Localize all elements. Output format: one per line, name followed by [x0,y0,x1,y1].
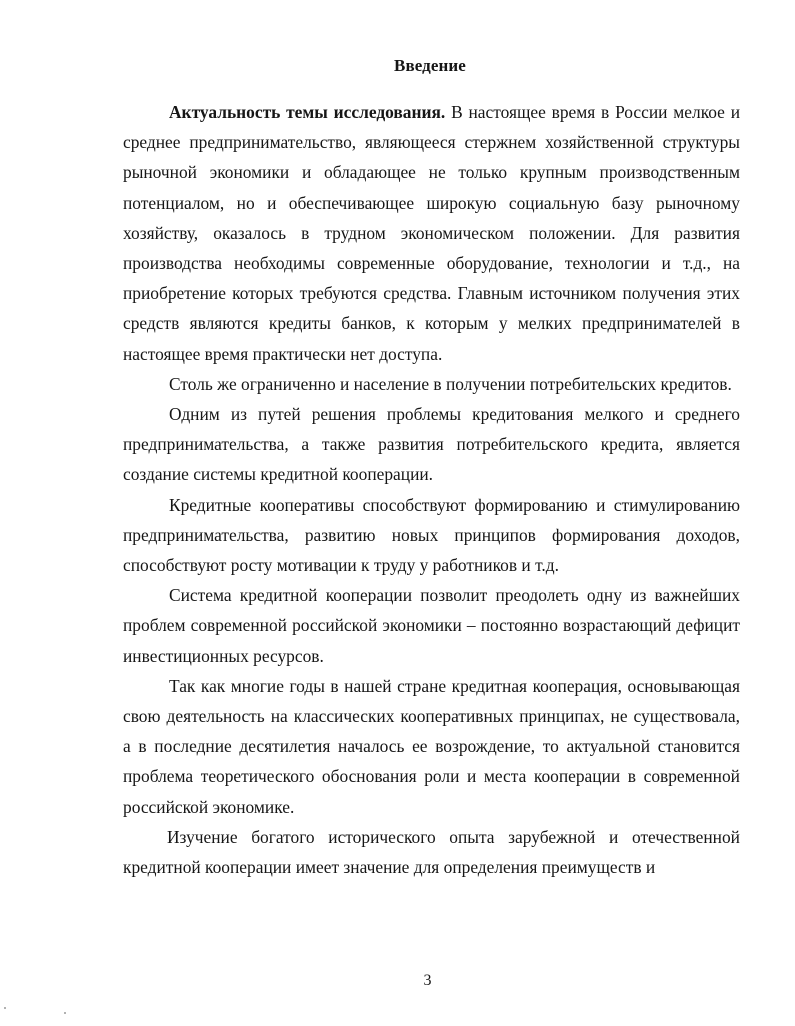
paragraph-lead-heading: Актуальность темы исследования. [169,102,446,122]
paragraph-text: В настоящее время в России мелкое и среднее предпринимательство, являющееся стержнем хозяйственной структуры рыночной экономики и обладающее не только крупным производственным потенциалом, но и обеспечивающее широкую социальную базу рыночному хозяйству, оказалось в трудном экономическом положении. Для развития производства необходимы современные оборудование, технологии и т.д., на приобретение которых требуются средства. Главным источником получения этих средств являются кредиты банков, к которым у мелких предпринимателей в настоящее время практически нет доступа. [123,102,741,364]
scan-artifact-dot [64,1012,66,1014]
page-title: Введение [394,56,466,75]
paragraph-historical-experience: Изучение богатого исторического опыта зарубежной и отечественной кредитной кооперации имеет значение для определения преимуществ и [123,826,740,878]
paragraph-history: Так как многие годы в нашей стране кредитная кооперация, основывающая свою деятельность на классических кооперативных принципах, не существовала, а в последние десятилетия началось ее возрождение, то актуальной становится проблема теоретического обоснования роли и места кооперации в современной российской экономике. [123,675,740,817]
document-body [123,97,740,882]
paragraph-consumer-credit: Столь же ограниченно и население в получении потребительских кредитов. [169,373,732,394]
scan-artifact-dot [4,1007,6,1009]
paragraph-solution: Одним из путей решения проблемы кредитования мелкого и среднего предпринимательства, а также развития потребительского кредита, является создание системы кредитной кооперации. [123,404,740,485]
paragraph-investment-deficit: Система кредитной кооперации позволит преодолеть одну из важнейших проблем современной российской экономики – постоянно возрастающий дефицит инвестиционных ресурсов. [123,585,740,666]
paragraph-cooperatives: Кредитные кооперативы способствуют формированию и стимулированию предпринимательства, развитию новых принципов формирования доходов, способствуют росту мотивации к труду у работников и т.д. [123,494,740,576]
page-number: 3 [423,972,432,989]
paragraph-relevance [123,97,740,369]
